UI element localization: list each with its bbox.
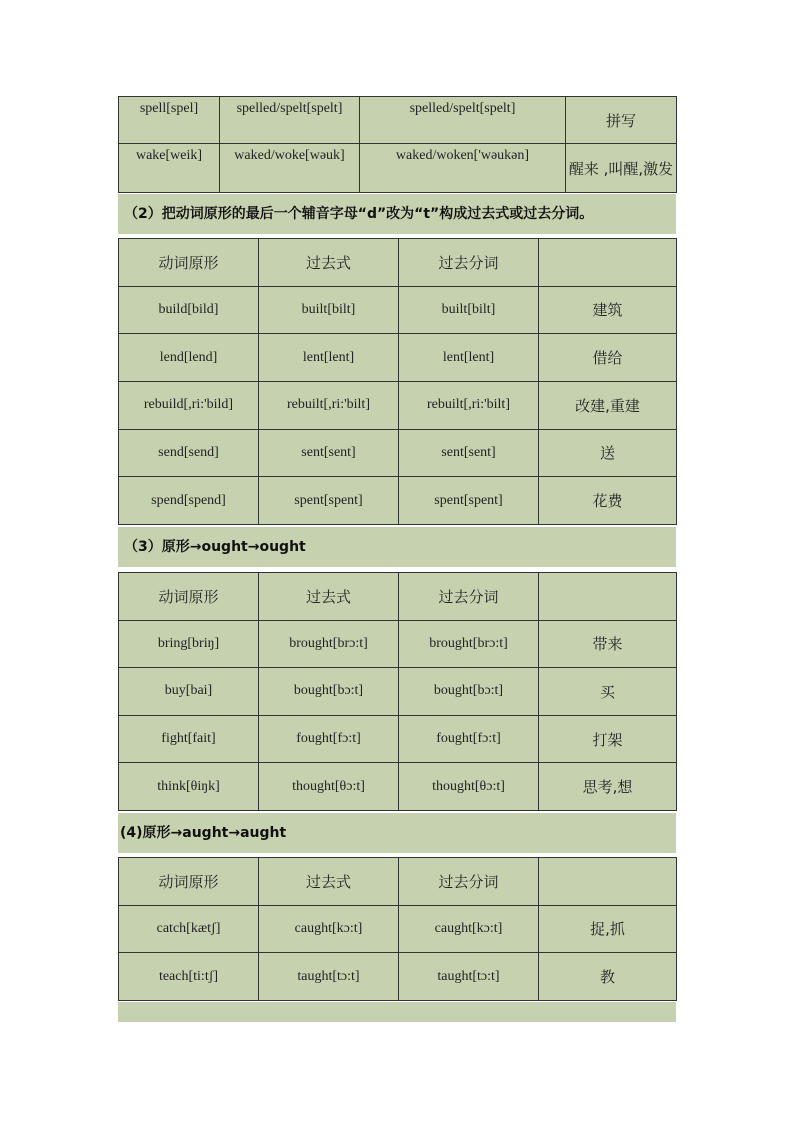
base-form-cell: wake[weik] <box>119 144 220 193</box>
past-tense-cell: spelled/spelt[spelt] <box>220 97 360 144</box>
column-header-meaning <box>539 573 677 621</box>
meaning-cell: 买 <box>539 668 677 716</box>
meaning-cell: 借给 <box>539 334 677 382</box>
past-participle-cell: caught[kɔ:t] <box>399 905 539 953</box>
meaning-cell: 花费 <box>539 477 677 525</box>
past-participle-cell: thought[θɔ:t] <box>399 763 539 811</box>
past-participle-cell: sent[sent] <box>399 429 539 477</box>
table-row <box>119 144 677 193</box>
table-row <box>119 668 677 716</box>
table-row <box>119 715 677 763</box>
base-form-cell: rebuild[,ri:'bild] <box>119 381 259 429</box>
past-participle-cell: brought[brɔ:t] <box>399 620 539 668</box>
past-tense-cell: bought[bɔ:t] <box>259 668 399 716</box>
past-participle-cell: spent[spent] <box>399 477 539 525</box>
past-participle-cell: lent[lent] <box>399 334 539 382</box>
column-header-past-tense: 过去式 <box>259 239 399 287</box>
column-header-base-form: 动词原形 <box>119 239 259 287</box>
column-header-past-tense: 过去式 <box>259 573 399 621</box>
trailing-shaded-band <box>118 1002 676 1022</box>
verb-table-3 <box>118 572 676 811</box>
base-form-cell: fight[fait] <box>119 715 259 763</box>
verb-table-1 <box>118 96 676 192</box>
base-form-cell: send[send] <box>119 429 259 477</box>
table-row <box>119 905 677 953</box>
base-form-cell: build[bild] <box>119 286 259 334</box>
meaning-cell: 醒来 ,叫醒,激发 <box>566 144 677 193</box>
past-tense-cell: caught[kɔ:t] <box>259 905 399 953</box>
section-4-heading: (4)原形→aught→aught <box>118 813 676 853</box>
past-tense-cell: fought[fɔ:t] <box>259 715 399 763</box>
meaning-cell: 教 <box>539 953 677 1001</box>
column-header-meaning <box>539 858 677 906</box>
meaning-cell: 拼写 <box>566 97 677 144</box>
section-3-heading: （3）原形→ought→ought <box>118 527 676 567</box>
column-header-base-form: 动词原形 <box>119 858 259 906</box>
base-form-cell: spend[spend] <box>119 477 259 525</box>
meaning-cell: 捉,抓 <box>539 905 677 953</box>
past-participle-cell: bought[bɔ:t] <box>399 668 539 716</box>
table-row <box>119 97 677 144</box>
verb-table-2 <box>118 238 676 525</box>
past-tense-cell: rebuilt[,ri:'bilt] <box>259 381 399 429</box>
column-header-past-participle: 过去分词 <box>399 573 539 621</box>
table-row <box>119 477 677 525</box>
meaning-cell: 带来 <box>539 620 677 668</box>
past-tense-cell: lent[lent] <box>259 334 399 382</box>
table-row <box>119 381 677 429</box>
table-row <box>119 334 677 382</box>
table-row <box>119 620 677 668</box>
past-participle-cell: built[bilt] <box>399 286 539 334</box>
table-header-row <box>119 573 677 621</box>
column-header-meaning <box>539 239 677 287</box>
base-form-cell: spell[spel] <box>119 97 220 144</box>
column-header-past-tense: 过去式 <box>259 858 399 906</box>
past-tense-cell: built[bilt] <box>259 286 399 334</box>
past-tense-cell: waked/woke[wəuk] <box>220 144 360 193</box>
base-form-cell: buy[bai] <box>119 668 259 716</box>
table-row <box>119 763 677 811</box>
past-tense-cell: sent[sent] <box>259 429 399 477</box>
section-2-heading: （2）把动词原形的最后一个辅音字母“d”改为“t”构成过去式或过去分词。 <box>118 194 676 234</box>
past-participle-cell: waked/woken['wəukən] <box>360 144 566 193</box>
column-header-past-participle: 过去分词 <box>399 858 539 906</box>
base-form-cell: think[θiŋk] <box>119 763 259 811</box>
past-tense-cell: taught[tɔ:t] <box>259 953 399 1001</box>
meaning-cell: 送 <box>539 429 677 477</box>
table-header-row <box>119 239 677 287</box>
table-row <box>119 429 677 477</box>
base-form-cell: lend[lend] <box>119 334 259 382</box>
verb-table-4 <box>118 857 676 1001</box>
table-row <box>119 286 677 334</box>
meaning-cell: 改建,重建 <box>539 381 677 429</box>
table-row <box>119 953 677 1001</box>
past-participle-cell: fought[fɔ:t] <box>399 715 539 763</box>
past-participle-cell: rebuilt[,ri:'bilt] <box>399 381 539 429</box>
past-tense-cell: spent[spent] <box>259 477 399 525</box>
meaning-cell: 建筑 <box>539 286 677 334</box>
meaning-cell: 打架 <box>539 715 677 763</box>
past-participle-cell: spelled/spelt[spelt] <box>360 97 566 144</box>
column-header-past-participle: 过去分词 <box>399 239 539 287</box>
meaning-cell: 思考,想 <box>539 763 677 811</box>
base-form-cell: bring[briŋ] <box>119 620 259 668</box>
base-form-cell: catch[kætʃ] <box>119 905 259 953</box>
column-header-base-form: 动词原形 <box>119 573 259 621</box>
past-participle-cell: taught[tɔ:t] <box>399 953 539 1001</box>
past-tense-cell: thought[θɔ:t] <box>259 763 399 811</box>
table-header-row <box>119 858 677 906</box>
base-form-cell: teach[ti:tʃ] <box>119 953 259 1001</box>
past-tense-cell: brought[brɔ:t] <box>259 620 399 668</box>
